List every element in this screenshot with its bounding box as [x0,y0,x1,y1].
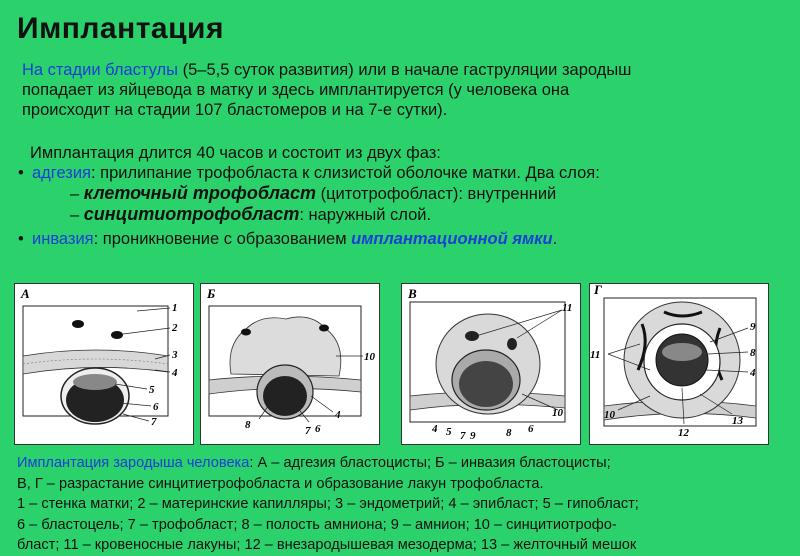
capillary-shape [111,331,123,339]
blastocoel-shape [459,361,513,407]
implantation-figures [14,283,794,448]
adhesion-term: адгезия [32,164,91,182]
figure-panel-b [200,283,380,445]
invasion-term: инвазия [32,230,94,248]
panel-label: Г [594,284,602,297]
figure-number: 1 [172,302,178,314]
phases-heading: Имплантация длится 40 часов и состоит из двух фаз: [30,144,441,162]
figure-number: 4 [750,367,756,379]
figure-b-drawing [201,284,379,444]
layer1-text: (цитотрофобласт): внутренний [315,185,557,203]
intro-line2: попадает из яйцевода в матку и здесь имплантируется (у человека она [22,81,570,99]
page-title: Имплантация [17,12,225,45]
figure-number: 12 [678,427,689,439]
embryo-disc-shape [662,343,702,361]
caption-lead: Имплантация зародыша человека [17,455,250,471]
figure-number: 6 [153,401,159,413]
caption-line2: В, Г – разрастание синцитиетрофобласта и образование лакун трофобласта. [17,475,544,492]
layer1-dash: – [70,185,80,203]
layer1-term: клеточный трофобласт [83,183,316,203]
phases-block [18,143,790,249]
blastocoel-shape [263,376,307,416]
figure-a-drawing [15,284,193,444]
figure-number: 7 [460,430,466,442]
figure-number: 9 [470,430,476,442]
caption-line3: 1 – стенка матки; 2 – материнские капилляры; 3 – эндометрий; 4 – эпибласт; 5 – гипобласт; [17,496,639,512]
figure-panel-g [589,283,769,445]
figure-g-drawing [590,284,768,444]
figure-number: 4 [432,423,438,435]
panel-label: А [21,286,30,301]
figure-number: 7 [305,425,311,437]
layer2-text: : наружный слой. [299,206,432,224]
panel-label: В [408,286,417,301]
figure-number: 8 [750,347,756,359]
intro-line3: происходит на стадии 107 бластомеров и на 7-е сутки). [22,101,448,119]
figure-number: 11 [562,302,573,314]
figure-number: 7 [151,416,157,428]
figure-number: 10 [604,409,615,421]
figure-panel-v [401,283,581,445]
figure-number: 4 [172,367,178,379]
bullet-icon: • [18,164,24,182]
capillary-shape [241,329,251,336]
figure-number: 13 [732,415,743,427]
figure-number: 5 [149,384,155,396]
implantation-pit-term: имплантационной ямки [351,230,553,248]
figure-number: 9 [750,321,756,333]
figure-number: 3 [172,349,178,361]
caption-line4: 6 – бластоцель; 7 – трофобласт; 8 – полость амниона; 9 – амнион; 10 – синцитиотрофо- [17,516,617,533]
figure-number: 6 [528,423,534,435]
intro-line1: (5–5,5 суток развития) или в начале гаструляции зародыш [178,61,632,79]
inner-mass-shape [73,374,117,390]
figure-number: 6 [315,423,321,435]
figure-number: 4 [335,409,341,421]
caption-line5: бласт; 11 – кровеносные лакуны; 12 – внезародышевая мезодерма; 13 – желточный мешок [17,537,637,553]
figure-number: 10 [552,407,563,419]
figure-v-drawing [402,284,580,444]
bullet-icon: • [18,230,24,248]
adhesion-text: : прилипание трофобласта к слизистой оболочке матки. Два слоя: [91,164,600,182]
capillary-shape [72,320,84,328]
figure-number: 10 [364,351,375,363]
capillary-shape [319,325,329,332]
invasion-text: : проникновение с образованием [93,230,352,248]
figure-number: 2 [172,322,178,334]
intro-highlight: На стадии бластулы [22,61,179,79]
figure-number: 5 [446,426,452,438]
figure-number: 8 [245,419,251,431]
caption-line1: : А – адгезия бластоцисты; Б – инвазия бластоцисты; [249,455,611,471]
invasion-end: . [552,230,558,248]
lacuna-shape [507,338,517,350]
figure-caption [17,453,797,556]
layer2-term: синцитиотрофобласт [83,204,300,224]
panel-label: Б [207,286,216,301]
figure-number: 8 [506,427,512,439]
intro-paragraph [22,60,792,120]
layer2-dash: – [70,206,80,224]
figure-number: 11 [590,349,601,361]
figure-panel-a [14,283,194,445]
